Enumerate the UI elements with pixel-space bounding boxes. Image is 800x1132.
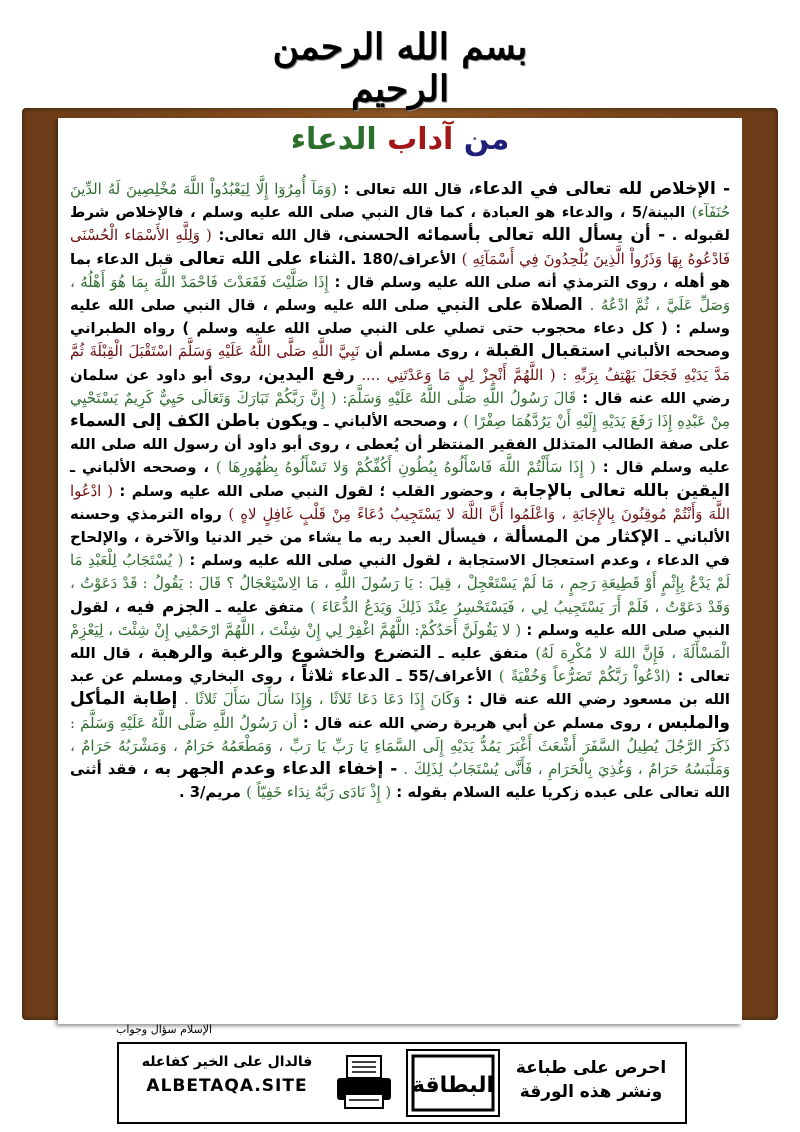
article-body <box>70 178 730 1020</box>
footer-motto: فالدال على الخير كفاعله <box>141 1054 313 1070</box>
source-signature: الإسلام سؤال وجواب <box>116 1023 213 1036</box>
text: صلى الله عليه وسلم ، قال النبي صلى الله عليه وسلم : <box>70 297 730 338</box>
heading-persistence: الإكثار من المسألة <box>504 527 660 548</box>
text: ، روى أبو داود عن سلمان رضي الله عنه قال : <box>70 366 730 407</box>
hadith-quote: ( يُسْتَجَابُ لِلْعَبْدِ مَا لَمْ يَدْعُ بِإِثْمٍ أَوْ قَطِيعَةِ رَحِمٍ ، مَا لَمْ يَسْتَعْجِلْ ، قِيلَ : يَا رَسُولَ اللَّهِ ، مَا الِاسْتِعْجَالُ ؟ قَالَ : يَقُولُ : قَدْ دَعَوْتُ ، وَقَدْ دَعَوْتُ ، فَلَمْ أَرَ يَسْتَجِيبُ لِي ، فَيَسْتَحْسِرُ عِنْدَ ذَلِكَ وَيَدَعُ الدُّعَاءَ ) <box>70 552 731 616</box>
basmala-text: بسم الله الرحمن الرحيم <box>272 26 528 110</box>
heading-certainty: اليقين بالله تعالى بالإجابة <box>511 480 730 501</box>
heading-praise: .الثناء على الله تعالى <box>178 248 357 269</box>
title-word-3: الدعاء <box>290 122 377 157</box>
hadith-quote: نَبِيَّ اللَّهِ صَلَّى اللَّهُ عَلَيْهِ وَسَلَّمَ اسْتَقْبَلَ الْقِبْلَةَ ثُمَّ مَدَّ يَدَيْهِ فَجَعَلَ يَهْتِفُ بِرَبِّهِ <box>70 343 730 384</box>
quran-quote: ( إِذْ نَادَى رَبَّهُ نِدَاء خَفِيّاً ) <box>246 784 392 802</box>
footer-print-reminder <box>505 1050 677 1114</box>
title-word-1: من <box>463 122 510 157</box>
text: ، فقد أثنى الله تعالى على عبده زكريا عليه السلام بقوله : <box>70 761 730 802</box>
basmala-calligraphy <box>230 8 570 108</box>
hadith-quote: ( ادْعُوا اللَّهَ وَأَنْتُمْ مُوقِنُونَ بِالإِجَابَةِ ، وَاعْلَمُوا أَنَّ اللَّهَ لا يَسْتَجِيبُ دُعَاءً مِنْ قَلْبٍ غَافِلٍ لاهٍ ) <box>70 482 730 523</box>
text: ، قال الله تعالى: <box>211 227 344 245</box>
text: قبل الدعاء بما هو أهله ، روى الترمذي أنه صلى الله عليه وسلم قال : <box>70 250 730 291</box>
heading-humility: التضرع والخشوع والرغبة والرهبة <box>150 643 432 664</box>
text: ، روى مسلم عن أبي هريرة رضي الله عنه قال : <box>297 714 658 732</box>
text: متفق عليه ـ <box>209 598 311 616</box>
hadith-quote: ( إِذَا سَأَلْتُمْ اللَّهَ فَاسْأَلُوهُ بِبُطُونِ أَكُفِّكُمْ وَلا تَسْأَلُوهُ بِظُهُورِهَا ) <box>215 459 596 477</box>
hadith-quote: ( كل دعاء محجوب حتى تصلي على النبي صلى الله عليه وسلم ) <box>182 320 668 338</box>
heading-palms: ويكون باطن الكف إلى السماء <box>70 411 319 432</box>
text: الأعراف/180 <box>362 250 462 268</box>
footer-banner <box>117 1042 687 1124</box>
text: ، وصححه الألباني ـ <box>318 413 464 431</box>
text: رواه الترمذي وحسنه الألباني ـ <box>70 505 731 547</box>
heading-three-times: الدعاء ثلاثاً <box>301 666 390 687</box>
quran-quote: (ادْعُواْ رَبَّكُمْ تَضَرُّعاً وَخُفْيَةً ) <box>498 668 671 686</box>
text: ، فيسأل العبد ربه ما يشاء من خير الدنيا والآخرة ، والإلحاح في الدعاء ، وعدم استعجال الاستجابة ، لقول النبي صلى الله عليه وسلم : <box>70 529 730 570</box>
text: ، وحضور القلب ؛ لقول النبي صلى الله عليه وسلم : <box>113 482 512 500</box>
hadith-quote: وَكَانَ إِذَا دَعَا دَعَا ثَلاثًا ، وَإِذَا سَأَلَ سَأَلَ ثَلاثًا . <box>184 691 461 709</box>
paragraph <box>70 178 730 804</box>
text: ، روى البخاري ومسلم عن عبد الله بن مسعود رضي الله عنه قال : <box>70 668 730 709</box>
text: ، روى مسلم أن <box>359 343 486 361</box>
footer-reminder-line-2: ونشر هذه الورقة <box>519 1082 663 1102</box>
heading-halal: إطابة المأكل والملبس <box>70 689 730 733</box>
hadith-quote: إِذَا صَلَّيْتَ فَقَعَدْتَ فَاحْمَدْ اللَّهَ بِمَا هُوَ أَهْلُهُ ، وَصَلِّ عَلَيَّ ، ثُمَّ ادْعُهُ . <box>70 273 730 315</box>
heading-resolve: الجزم فيه <box>126 596 210 617</box>
text: البينة/5 ، والدعاء هو العبادة ، كما قال النبي صلى الله عليه وسلم ، فالإخلاص شرط لقبوله . <box>70 204 730 245</box>
text: ، وصححه الألباني ـ <box>70 459 216 477</box>
footer-website-link[interactable]: ALBETAQA.SITE <box>146 1076 308 1096</box>
hadith-quote: أن رَسُولُ اللَّهِ صَلَّى اللَّهُ عَلَيْهِ وَسَلَّمَ : ذَكَرَ الرَّجُلَ يُطِيلُ السَّفَرَ أَشْعَثَ أَغْبَرَ يَمُدُّ يَدَيْهِ إِلَى السَّمَاءِ يَا رَبِّ يَا رَبِّ ، وَمَطْعَمُهُ حَرَامٌ ، وَمَشْرَبُهُ حَرَامٌ ، وَمَلْبَسُهُ حَرَامٌ ، وَغُذِيَ بِالْحَرَامِ ، فَأَنَّى يُسْتَجَابُ لِذَلِكَ . <box>70 714 730 779</box>
text: مريم/3 . <box>178 784 247 802</box>
text: ، قال الله تعالى : <box>337 181 475 198</box>
heading-secrecy: - إخفاء الدعاء وعدم الجهر به <box>154 759 398 780</box>
hadith-quote: قَالَ رَسُولُ اللَّهِ صَلَّى اللَّهُ عَلَيْهِ وَسَلَّمَ: ( إِنَّ رَبَّكُمْ تَبَارَكَ وَتَعَالَى حَيِيٌّ كَرِيمٌ يَسْتَحْيِي مِنْ عَبْدِهِ إِذَا رَفَعَ يَدَيْهِ إِلَيْهِ أَنْ يَرُدَّهُمَا صِفْرًا ) <box>70 389 730 431</box>
footer-reminder-line-1: احرص على طباعة <box>515 1058 667 1078</box>
heading-sincerity: - الإخلاص لله تعالى في الدعاء <box>474 179 731 199</box>
text: الأعراف/55 ـ <box>389 668 499 686</box>
text: رواه الطبراني وصححه الألباني <box>70 320 730 361</box>
text: ، لقول النبي صلى الله عليه وسلم : <box>70 598 731 639</box>
printer-icon <box>333 1050 395 1114</box>
quran-quote: (وَمَآ أُمِرُوٓا إِلَّا لِيَعْبُدُواْ اللَّهَ مُخْلِصِينَ لَهُ الدِّينَ حُنَفَآء) <box>70 181 731 222</box>
quran-quote: ( وَلِلَّهِ الأَسْمَاء الْحُسْنَى فَادْعُوهُ بِهَا وَذَرُواْ الَّذِينَ يُلْحِدُونَ فِي أَسْمَآئِهِ ) <box>70 227 730 268</box>
albetaqa-logo <box>405 1048 501 1118</box>
hadith-quote: : ( اللَّهُمَّ أَنْجِزْ لِي مَا وَعَدْتَنِي .... <box>354 366 574 384</box>
hadith-quote: ( لا يَقُولَنَّ أَحَدُكُمْ: اللَّهُمَّ اغْفِرْ لِي إِنْ شِئْتَ ، اللَّهُمَّ ارْحَمْنِي إِنْ شِئْتَ ، لِيَعْزِمْ الْمَسْأَلَةَ ، فَإِنَّ اللهَ لا مُكْرِهَ لَهُ) <box>70 621 731 663</box>
text: على صفة الطالب المتذلل الفقير المنتظر أن يُعطى ، روى أبو داود أن رسول الله صلى الله عليه وسلم قال : <box>70 436 730 477</box>
heading-names: - أن يسأل الله تعالى بأسمائه الحسنى <box>343 225 666 246</box>
logo-text: البطاقة <box>411 1073 495 1098</box>
heading-salawat: الصلاة على النبي <box>436 295 583 316</box>
heading-qibla: استقبال القبلة <box>485 341 611 362</box>
title-word-2: آداب <box>387 122 454 157</box>
footer-website-block <box>127 1050 327 1114</box>
heading-raise-hands: رفع اليدين <box>263 364 355 385</box>
text: ، قال الله تعالى : <box>70 645 730 686</box>
text: متفق عليه ـ <box>431 645 536 663</box>
page-title <box>260 122 540 157</box>
